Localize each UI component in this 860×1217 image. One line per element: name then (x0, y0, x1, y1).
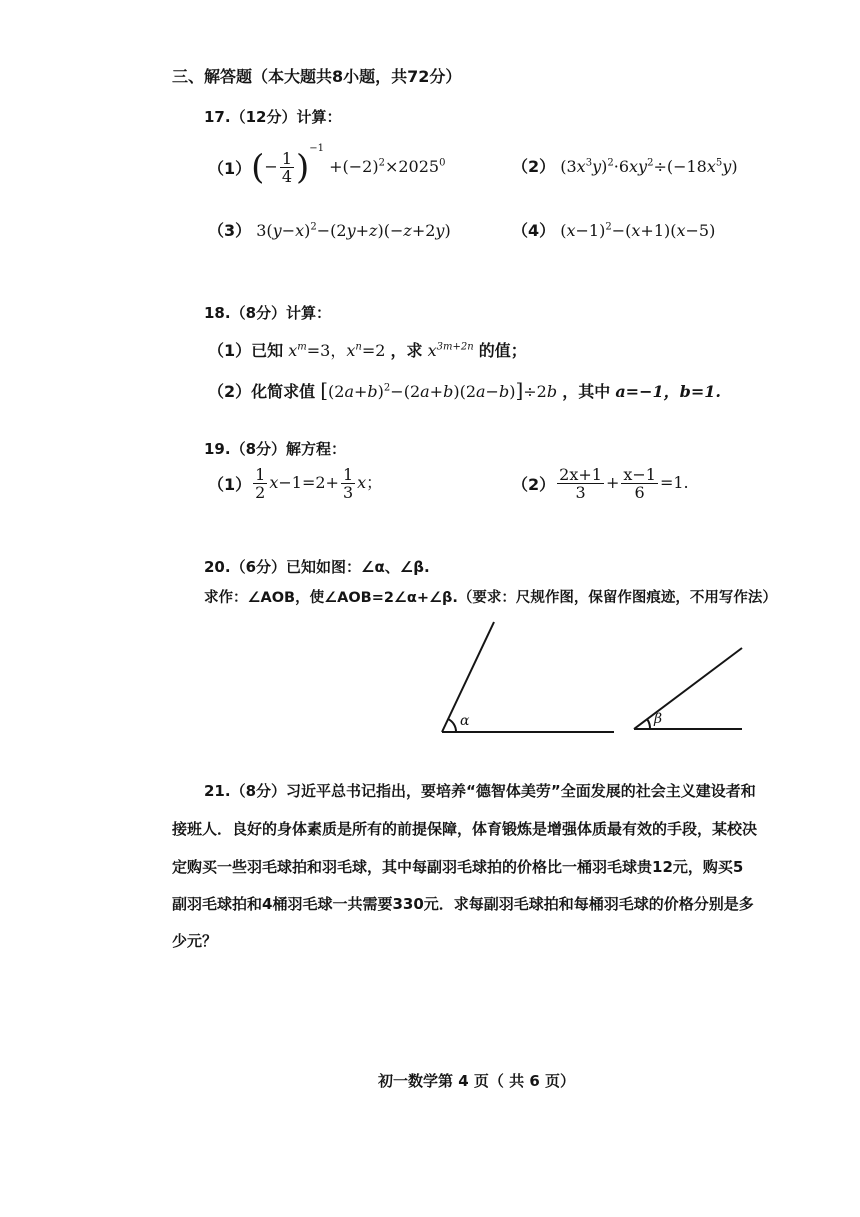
q19-part1-expr: $\frac{1}{2}$ x−1=2+ $\frac{1}{3}$ x； (255, 464, 383, 502)
q18-part1-given: $x^m=3$，$x^n=2$ (288, 341, 386, 360)
beta-angle-figure (634, 648, 742, 729)
q18-part2-values: a=−1，b=1. (615, 382, 721, 401)
q19-title: 19.（8分）解方程： (204, 440, 347, 458)
q21-line3: 定购买一些羽毛球拍和羽毛球，其中每副羽毛球拍的价格比一桶羽毛球贵12元，购买5 (172, 858, 744, 876)
q18-part1-end: 的值； (478, 341, 527, 360)
q17-title: 17.（12分）计算： (204, 108, 342, 126)
q21-line4: 副羽毛球拍和4桶羽毛球一共需要330元．求每副羽毛球拍和每桶羽毛球的价格分别是多 (172, 895, 754, 913)
q21-line5: 少元？ (172, 932, 218, 950)
q18-part1-prefix: （1）已知 (208, 341, 284, 360)
q18-part2-suffix: ，其中 (562, 382, 611, 401)
q17-part1-expr: (− $\frac{1}{4}$ )$^{-1} +(-2)^2\times 2025^0$ (251, 143, 446, 187)
beta-arc (647, 719, 650, 729)
q18-part1-mid: ，求 (390, 341, 423, 360)
q18-title: 18.（8分）计算： (204, 304, 332, 322)
q19-part1-label: （1） (208, 474, 252, 494)
q17-part1-label: （1） (208, 158, 252, 178)
q17-part3-label: （3） (208, 221, 252, 240)
alpha-arc (448, 719, 456, 732)
beta-label: β (654, 711, 663, 727)
q21-line1: 21.（8分）习近平总书记指出，要培养“德智体美劳”全面发展的社会主义建设者和 (204, 782, 756, 800)
q20-task: 求作：∠AOB，使∠AOB=2∠α+∠β.（要求：尺规作图，保留作图痕迹，不用写作法） (204, 590, 777, 606)
q17-part2-label: （2） (512, 157, 556, 176)
q17-part3-expr: $3(y-x)^2-(2y+z)(-z+2y)$ (256, 221, 451, 240)
alpha-label: α (460, 713, 470, 729)
q21-line2: 接班人．良好的身体素质是所有的前提保障，体育锻炼是增强体质最有效的手段，某校决 (172, 820, 758, 838)
page-footer: 初一数学第 4 页（ 共 6 页） (378, 1072, 575, 1090)
beta-upper-ray (634, 648, 742, 729)
q19-part2-label: （2） (512, 474, 556, 494)
q18-part2-prefix: （2）化简求值 (208, 382, 316, 401)
q17-part4-expr: $(x-1)^2-(x+1)(x-5)$ (560, 221, 716, 240)
q18-part1-target: $x^{3m+2n}$ (427, 341, 474, 360)
q19-part2-expr: $\frac{2x+1}{3}$ + $\frac{x-1}{6}$ =1. (559, 464, 689, 502)
section-header: 三、解答题（本大题共8小题，共72分） (172, 67, 462, 86)
q18-part2-expr: $[(2a+b)^2-(2a+b)(2a-b)]\div 2b$ (320, 378, 558, 402)
q20-title: 20.（6分）已知如图：∠α、∠β. (204, 558, 430, 576)
q17-part4-label: （4） (512, 221, 556, 240)
q17-part2-expr: $(3x^3y)^2\cdot 6xy^2\div(-18x^5y)$ (560, 157, 738, 176)
